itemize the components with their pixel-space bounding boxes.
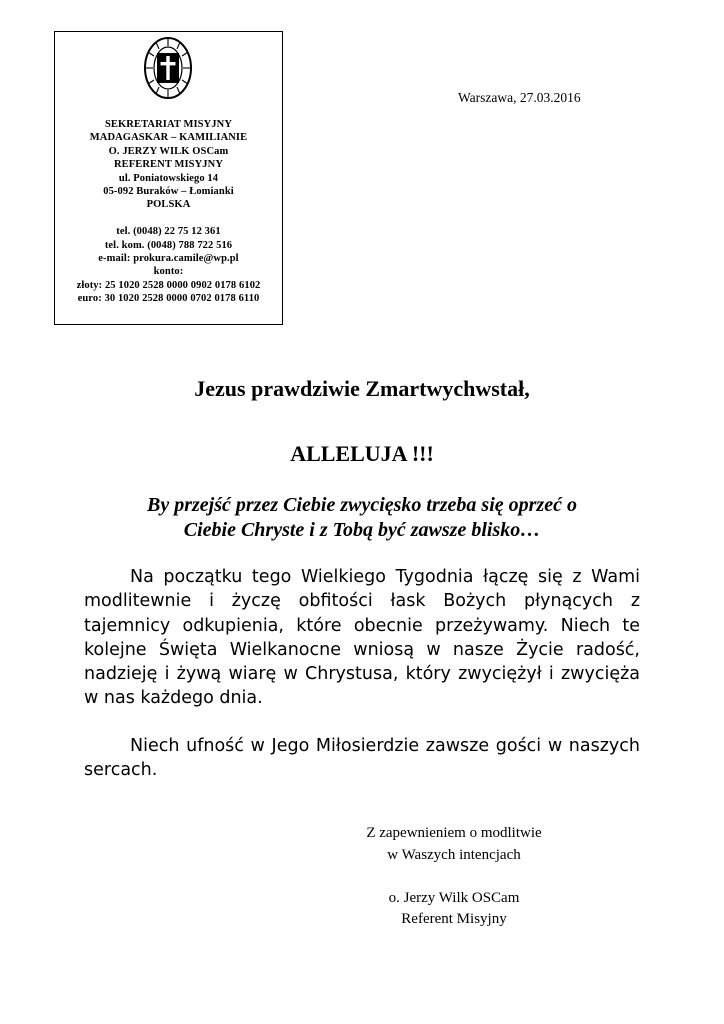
letter-date: Warszawa, 27.03.2016 bbox=[458, 90, 581, 105]
letterhead-line: O. JERZY WILK OSCam bbox=[108, 145, 229, 157]
letter-title: Jezus prawdziwie Zmartwychwstał, bbox=[194, 376, 530, 401]
letterhead-line: POLSKA bbox=[146, 199, 191, 211]
letterhead-text bbox=[55, 118, 282, 306]
account-label: konto: bbox=[153, 266, 184, 278]
quote bbox=[80, 493, 644, 543]
paragraph-line: tajemnicy odkupienia, które obecnie przeżywamy. Niech te bbox=[84, 615, 640, 636]
paragraph-line: nadzieję i żywą wiarę w Chrystusa, który zwyciężył i zwycięża bbox=[84, 664, 640, 685]
kamilianie-seal-icon bbox=[143, 36, 193, 100]
paragraph-line: sercach. bbox=[84, 760, 158, 781]
paragraph-line: Niech ufność w Jego Miłosierdzie zawsze gości w naszych bbox=[130, 736, 640, 756]
paragraph-line: kolejne Święta Wielkanocne wniosą w nasze Życie radość, bbox=[84, 639, 640, 660]
letterhead-line: MADAGASKAR – KAMILIANIE bbox=[89, 132, 248, 144]
closing-line: w Waszych intencjach bbox=[387, 847, 521, 863]
signature-name: o. Jerzy Wilk OSCam bbox=[388, 890, 520, 906]
paragraph-2 bbox=[84, 734, 640, 783]
closing-salutation bbox=[340, 822, 568, 866]
account-pln: złoty: 25 1020 2528 0000 0902 0178 6102 bbox=[76, 279, 261, 291]
paragraph-1 bbox=[84, 565, 640, 711]
quote-line: By przejść przez Ciebie zwycięsko trzeba się oprzeć o bbox=[147, 494, 577, 516]
letterhead-line: SEKRETARIAT MISYJNY bbox=[104, 119, 233, 130]
signature-block bbox=[340, 888, 568, 930]
letterhead-line: REFERENT MISYJNY bbox=[113, 159, 224, 171]
letterhead-box bbox=[54, 31, 283, 325]
alleluia-heading: ALLELUJA !!! bbox=[290, 441, 434, 466]
paragraph-line: Na początku tego Wielkiego Tygodnia łączę się z Wami bbox=[130, 567, 640, 587]
paragraph-line: modlitewnie i życzę obfitości łask Bożych płynących z bbox=[84, 591, 640, 612]
contact-mobile: tel. kom. (0048) 788 722 516 bbox=[104, 239, 233, 251]
letterhead-spacer bbox=[55, 212, 282, 225]
contact-phone: tel. (0048) 22 75 12 361 bbox=[116, 226, 221, 238]
letterhead-line: ul. Poniatowskiego 14 bbox=[118, 172, 219, 184]
contact-email: e-mail: prokura.camile@wp.pl bbox=[98, 253, 239, 265]
closing-line: Z zapewnieniem o modlitwie bbox=[366, 825, 542, 841]
paragraph-line: w nas każdego dnia. bbox=[84, 688, 263, 709]
quote-line: Ciebie Chryste i z Tobą być zawsze blisko… bbox=[183, 519, 541, 541]
account-eur: euro: 30 1020 2528 0000 0702 0178 6110 bbox=[77, 293, 260, 305]
letterhead-line: 05-092 Buraków – Łomianki bbox=[103, 186, 234, 198]
signature-role: Referent Misyjny bbox=[401, 911, 507, 927]
